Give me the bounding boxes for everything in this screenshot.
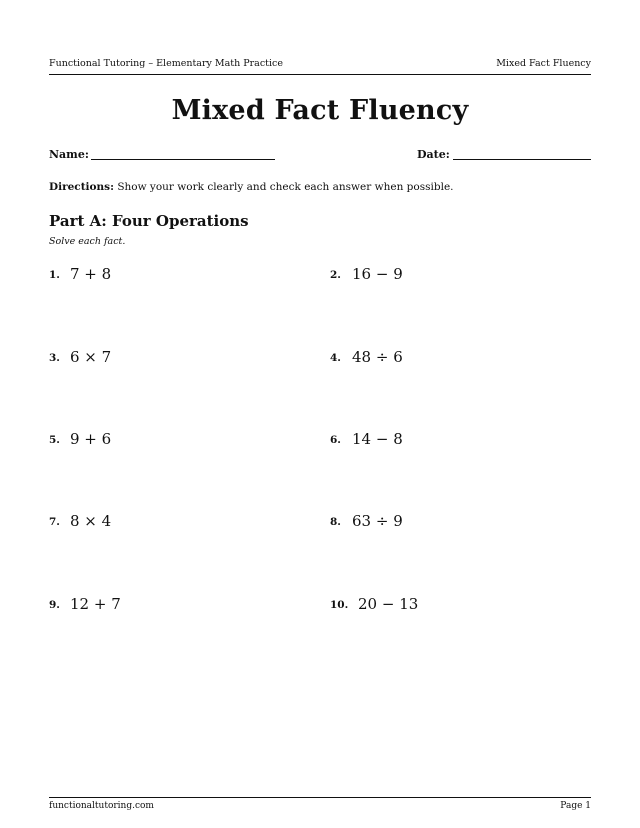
problem-expression: 8 × 4 bbox=[70, 512, 112, 530]
problem-expression: 12 + 7 bbox=[70, 595, 121, 613]
section-title: Part A: Four Operations bbox=[49, 212, 249, 230]
problem-expression: 20 − 13 bbox=[358, 595, 419, 613]
directions bbox=[49, 181, 454, 193]
problem-number: 7. bbox=[49, 516, 60, 528]
running-footer bbox=[49, 797, 591, 815]
header-course-title: Functional Tutoring – Elementary Math Practice bbox=[49, 58, 283, 69]
problem-number: 8. bbox=[330, 516, 341, 528]
directions-label: Directions: bbox=[49, 181, 114, 193]
problem-expression: 14 − 8 bbox=[352, 430, 403, 448]
problem-expression: 9 + 6 bbox=[70, 430, 112, 448]
running-header bbox=[49, 58, 591, 75]
problem-number: 1. bbox=[49, 269, 60, 281]
problem-expression: 6 × 7 bbox=[70, 348, 112, 366]
name-label: Name: bbox=[49, 148, 89, 161]
problem-expression: 16 − 9 bbox=[352, 265, 403, 283]
problem-number: 2. bbox=[330, 269, 341, 281]
problem-expression: 63 ÷ 9 bbox=[352, 512, 403, 530]
date-label: Date: bbox=[417, 148, 450, 161]
problem-number: 9. bbox=[49, 599, 60, 611]
page-title: Mixed Fact Fluency bbox=[171, 95, 469, 126]
date-field[interactable] bbox=[453, 159, 591, 160]
problem-expression: 7 + 8 bbox=[70, 265, 112, 283]
problem-number: 4. bbox=[330, 352, 341, 364]
page-number: Page 1 bbox=[560, 801, 591, 811]
header-worksheet-title: Mixed Fact Fluency bbox=[496, 58, 591, 69]
directions-text: Show your work clearly and check each answer when possible. bbox=[117, 181, 454, 193]
problem-number: 6. bbox=[330, 434, 341, 446]
problem-number: 3. bbox=[49, 352, 60, 364]
section-instruction: Solve each fact. bbox=[49, 236, 126, 247]
name-field[interactable] bbox=[91, 159, 275, 160]
footer-website: functionaltutoring.com bbox=[49, 801, 154, 811]
problem-expression: 48 ÷ 6 bbox=[352, 348, 403, 366]
problem-number: 5. bbox=[49, 434, 60, 446]
problem-number: 10. bbox=[330, 599, 349, 611]
